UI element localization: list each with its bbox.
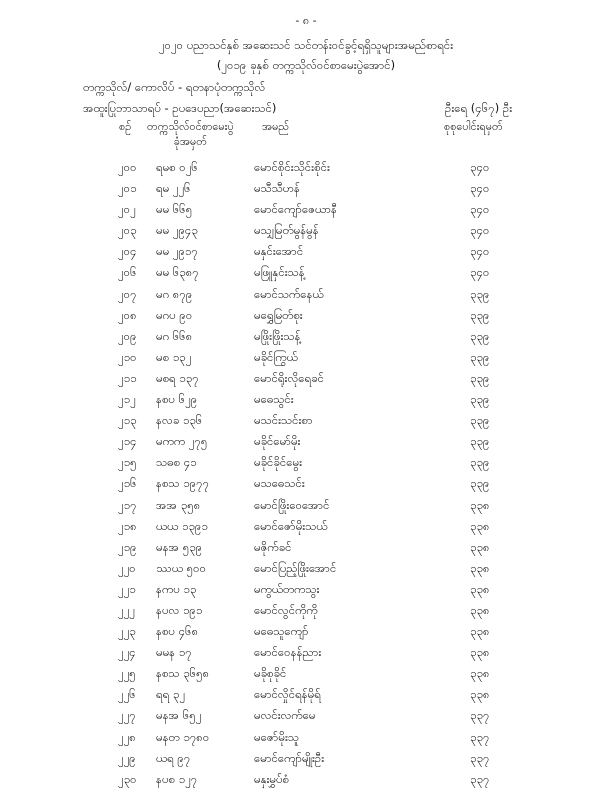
- roll-number: နစပ ၄၆၈: [156, 624, 199, 639]
- roll-number: ဿယ ၅၀၀: [156, 560, 207, 575]
- table-row: [0, 624, 612, 645]
- table-row: [0, 476, 612, 497]
- row-number: ၂၁၈: [118, 518, 137, 533]
- row-number: ၂၁၁: [118, 370, 137, 385]
- total-marks: ၃၄၀: [470, 244, 490, 259]
- row-number: ၂၀၁: [118, 181, 137, 196]
- row-number: ၂၀၉: [118, 328, 137, 343]
- table-row: [0, 603, 612, 624]
- student-name: မဖြိုးဖြိုးသန့်: [254, 328, 301, 343]
- roll-number: နပစ ၁၂၇: [156, 771, 198, 786]
- student-name: မောင်လွင်ကိုကို: [254, 602, 318, 617]
- roll-number: သဓစ ၄၁: [156, 455, 197, 470]
- roll-number: မစ ၁၃၂: [156, 349, 192, 364]
- student-name: မောင်ရိုးလိုရေခင်: [254, 370, 324, 385]
- student-name: မဓေသွင်း: [254, 392, 294, 407]
- student-name: မဓေသူကျော်: [254, 624, 309, 639]
- table-row: [0, 244, 612, 265]
- roll-number: နစသ ၁၉၇၇: [156, 476, 210, 491]
- row-number: ၂၁၉: [118, 539, 137, 554]
- total-count-label: ဦးရေ (၄၆၇) ဦး: [445, 101, 513, 115]
- total-marks: ၃၃၈: [470, 645, 490, 660]
- total-marks: ၃၃၉: [470, 476, 490, 491]
- roll-number: ယယ ၁၃၉၁: [156, 518, 208, 533]
- subject-label: အထူးပြုဘာသာရပ် - ဥပဒေပညာ(အဆေးသင်): [83, 101, 277, 115]
- total-marks: ၃၃၇: [470, 771, 490, 786]
- row-number: ၂၂၁: [118, 581, 136, 596]
- table-row: [0, 265, 612, 286]
- total-marks: ၃၄၀: [470, 202, 490, 217]
- student-name: မောင်ကျော်မျိုးဦး: [254, 750, 325, 765]
- roll-number: မမ ၆၆၅: [156, 202, 193, 217]
- column-header-no: စဉ်: [119, 120, 132, 133]
- row-number: ၂၂၂: [118, 602, 135, 617]
- student-name: မဖြူနှင်းသန့်: [254, 265, 305, 280]
- student-name: မကွယ်တကသွး: [254, 581, 320, 596]
- table-row: [0, 329, 612, 350]
- column-header-roll-line2: ခုံအမှတ်: [173, 135, 207, 148]
- total-marks: ၃၃၈: [470, 497, 490, 512]
- student-name: မနှးမွှပ်စံ: [254, 771, 290, 786]
- student-name: မနှင်းအောင်: [254, 244, 304, 259]
- total-marks: ၃၃၇: [470, 750, 490, 765]
- roll-number: မကက ၂၇၅: [156, 434, 208, 449]
- student-name: မောင်ဝေနန်ညား: [254, 645, 322, 660]
- table-row: [0, 350, 612, 371]
- row-number: ၂၃၀: [118, 771, 137, 786]
- roll-number: နစသ ၃၆၅၈: [156, 666, 210, 681]
- table-row: [0, 645, 612, 666]
- document-subtitle: (၂၀၁၉ ခုနှစ် တက္ကသိုလ်ဝင်စာမေးပွဲအောင်): [216, 58, 396, 72]
- roll-number: မနတ ၁၇၈၀: [156, 729, 210, 744]
- row-number: ၂၂၉: [118, 750, 136, 765]
- roll-number: မနအ ၆၅၂: [156, 708, 202, 723]
- table-row: [0, 434, 612, 455]
- student-name: မောင်ကျော်ဇေယာနီ: [254, 202, 337, 217]
- total-marks: ၃၃၉: [470, 392, 490, 407]
- roll-number: မဂ ၆၆၈: [156, 328, 193, 343]
- row-number: ၂၀၄: [118, 244, 137, 259]
- column-header-marks: စုစုပေါင်းရမှတ်: [444, 120, 503, 133]
- table-row: [0, 666, 612, 687]
- roll-number: အအ ၃၅၈: [156, 497, 201, 512]
- table-row: [0, 498, 612, 519]
- student-name: မခိုင်ခိုင်မွေး: [254, 455, 302, 470]
- roll-number: ယရ ၉၇: [156, 750, 191, 765]
- row-number: ၂၀၈: [118, 307, 137, 322]
- total-marks: ၃၃၉: [470, 455, 490, 470]
- table-row: [0, 561, 612, 582]
- student-name: မခိုင်မော်မိုး: [254, 434, 301, 449]
- table-row: [0, 181, 612, 202]
- row-number: ၂၁၄: [118, 434, 137, 449]
- row-number: ၂၀၃: [118, 223, 137, 238]
- university-label: တက္ကသိုလ်/ ကောလိပ် - ရတနာပုံတက္ကသိုလ်: [83, 80, 266, 94]
- row-number: ၂၁၀: [118, 349, 137, 364]
- total-marks: ၃၄၀: [470, 160, 490, 174]
- table-row: [0, 392, 612, 413]
- roll-number: မမ ၆၃၈၇: [156, 265, 199, 280]
- roll-number: ရမ ၂၂၆: [156, 181, 191, 196]
- roll-number: နစပ ၆၂၉: [156, 392, 198, 407]
- student-name: မောင်သက်နေယ်: [254, 286, 324, 301]
- row-number: ၂၂၄: [118, 645, 136, 660]
- total-marks: ၃၃၈: [470, 539, 490, 554]
- student-name: မောင်ဇော်မိုးသယ်: [254, 518, 328, 533]
- table-row: [0, 687, 612, 708]
- table-row: [0, 540, 612, 561]
- roll-number: ရရ ၃၂: [156, 687, 185, 702]
- total-marks: ၃၃၈: [470, 581, 490, 596]
- total-marks: ၃၃၉: [470, 328, 490, 343]
- total-marks: ၃၃၉: [470, 286, 490, 301]
- total-marks: ၃၃၉: [470, 349, 490, 364]
- student-name: မသင်းသင်းစာ: [254, 413, 313, 428]
- row-number: ၂၂၅: [118, 666, 136, 681]
- table-row: [0, 582, 612, 603]
- document-title: ၂၀၂၀ ပညာသင်နှစ် အဆေးသင် သင်တန်းဝင်ခွင့်ရရှိသူများအမည်စာရင်း: [158, 38, 454, 52]
- table-row: [0, 708, 612, 729]
- roll-number: နကပ ၁၃: [156, 581, 197, 596]
- student-name: မခိုင်ကြွယ်: [254, 349, 298, 364]
- row-number: ၂၁၇: [118, 497, 137, 512]
- student-name: မသီသီဟန်: [254, 181, 301, 196]
- column-header-roll: [147, 119, 234, 149]
- row-number: ၂၁၂: [118, 392, 136, 407]
- student-name: မသဓေသင်း: [254, 476, 305, 491]
- student-name: မလင်းလက်မေ: [254, 708, 316, 723]
- table-row: [0, 287, 612, 308]
- total-marks: ၃၃၈: [470, 666, 490, 681]
- total-marks: ၃၃၉: [470, 370, 490, 385]
- student-name: မောင်စိုင်းသိုင်းစိုင်း: [254, 160, 330, 174]
- row-number: ၂၀၂: [118, 202, 136, 217]
- row-number: ၂၂၈: [118, 729, 136, 744]
- table-row: [0, 223, 612, 244]
- row-number: ၂၁၃: [118, 413, 137, 428]
- row-number: ၂၂၀: [118, 560, 136, 575]
- roll-number: မဂ ၈၇၉: [156, 286, 193, 301]
- page-number: - ၈ -: [295, 14, 317, 27]
- total-marks: ၃၄၀: [470, 223, 490, 238]
- student-name: မဇိုက်ခင်: [254, 539, 292, 554]
- total-marks: ၃၃၈: [470, 687, 490, 702]
- roll-number: မမန ၁၇: [156, 645, 192, 660]
- column-header-name: အမည်: [262, 120, 290, 133]
- total-marks: ၃၄၀: [470, 265, 490, 280]
- total-marks: ၃၃၉: [470, 413, 490, 428]
- total-marks: ၃၃၈: [470, 518, 490, 533]
- table-row: [0, 519, 612, 540]
- table-row: [0, 455, 612, 476]
- student-name: မောင်လှိုင်ရန်မိုရ်: [254, 687, 321, 702]
- student-name: မသျှမြတ်မွန်မွန်: [254, 223, 319, 238]
- student-name: မဇော်မိုးသူ: [254, 729, 299, 744]
- student-name: မရွှေမြတ်စုး: [254, 307, 303, 322]
- table-row: [0, 772, 612, 793]
- student-name: မောင်ဖြိုးဝေအောင်: [254, 497, 330, 512]
- roll-number: မမ ၂၉၁၇: [156, 244, 198, 259]
- roll-number: မနအ ၅၃၉: [156, 539, 203, 554]
- row-number: ၂၀၀: [118, 160, 137, 174]
- total-marks: ၃၃၈: [470, 624, 490, 639]
- roll-number: မစရ ၁၃၇: [156, 370, 199, 385]
- student-name: မခိုစုခိုင်: [254, 666, 287, 681]
- roll-number: နပလ ၁၉၁: [156, 602, 203, 617]
- row-number: ၂၁၅: [118, 455, 137, 470]
- total-marks: ၃၃၈: [470, 560, 490, 575]
- table-row: [0, 160, 612, 181]
- table-row: [0, 413, 612, 434]
- results-table: [0, 160, 612, 793]
- row-number: ၂၂၃: [118, 624, 136, 639]
- roll-number: နလခ ၁၃၆: [156, 413, 203, 428]
- column-header-roll-line1: တက္ကသိုလ်ဝင်စာမေးပွဲ: [147, 120, 234, 133]
- row-number: ၂၀၆: [118, 265, 137, 280]
- roll-number: ရမစ ၀၂၆: [156, 160, 198, 174]
- row-number: ၂၁၆: [118, 476, 137, 491]
- student-name: မောင်ပြည့်ဖြိုးအောင်: [254, 560, 337, 575]
- table-row: [0, 371, 612, 392]
- total-marks: ၃၃၉: [470, 434, 490, 449]
- table-row: [0, 202, 612, 223]
- total-marks: ၃၃၉: [470, 307, 490, 322]
- row-number: ၂၂၇: [118, 708, 136, 723]
- total-marks: ၃၃၈: [470, 602, 490, 617]
- total-marks: ၃၄၀: [470, 181, 490, 196]
- table-row: [0, 751, 612, 772]
- table-row: [0, 730, 612, 751]
- roll-number: မဂပ ၉၀: [156, 307, 193, 322]
- roll-number: မမ ၂၉၄၃: [156, 223, 198, 238]
- total-marks: ၃၃၇: [470, 708, 490, 723]
- row-number: ၂၂၆: [118, 687, 136, 702]
- row-number: ၂၀၇: [118, 286, 137, 301]
- total-marks: ၃၃၇: [470, 729, 490, 744]
- table-row: [0, 308, 612, 329]
